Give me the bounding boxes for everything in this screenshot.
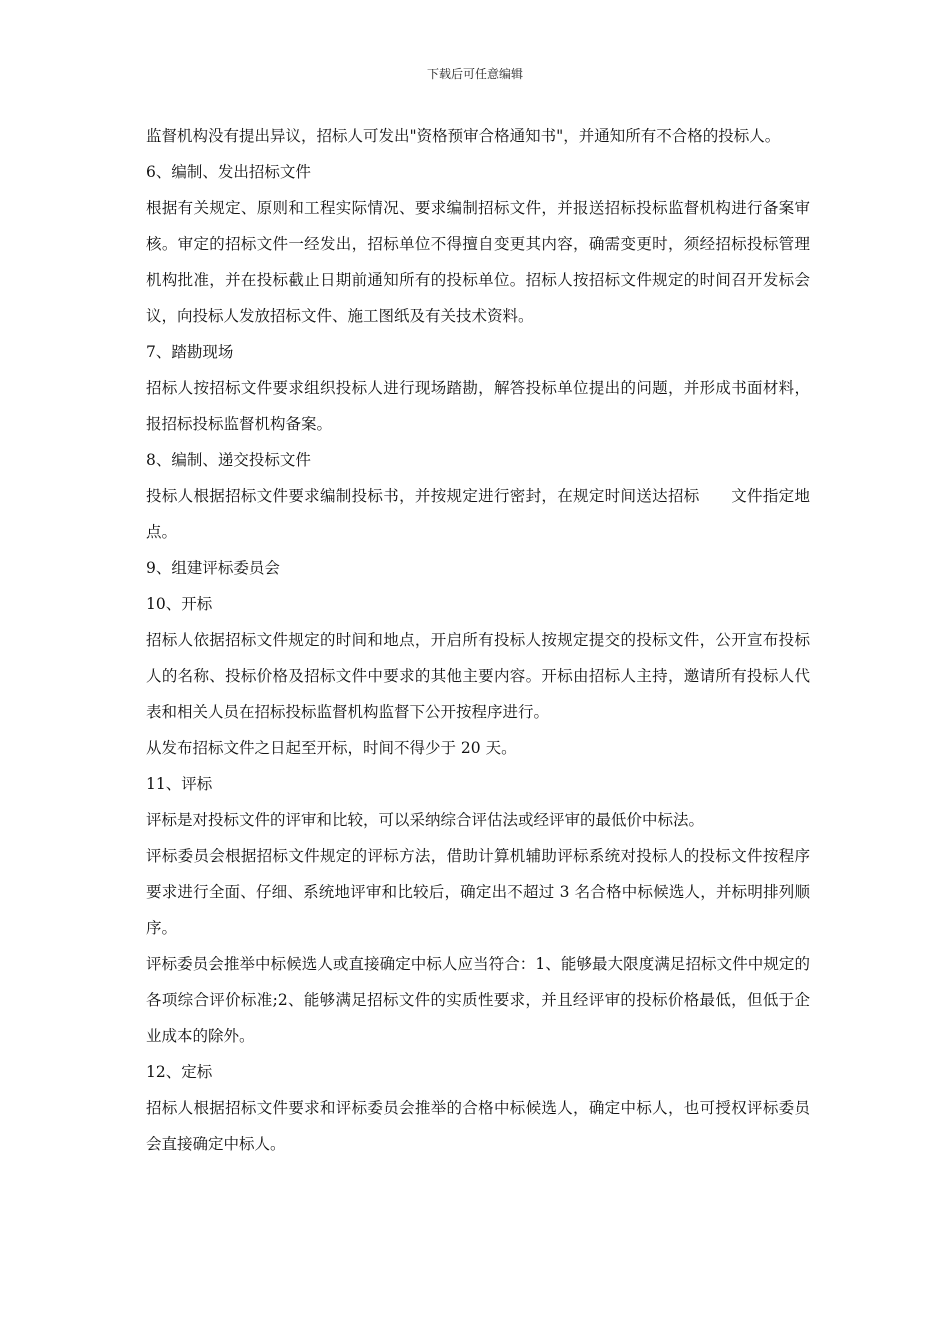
paragraph-evaluation-process: 评标委员会根据招标文件规定的评标方法，借助计算机辅助评标系统对投标人的投标文件按程序要求进行全面、仔细、系统地评审和比较后，确定出不超过 3 名合格中标候选人，并标明排列顺序。 [146, 847, 810, 937]
document-body [146, 118, 810, 1162]
section-heading-6: 6、编制、发出招标文件 [146, 163, 311, 181]
section-heading-12: 12、定标 [146, 1063, 213, 1081]
section-heading-9: 9、组建评标委员会 [146, 559, 280, 577]
section-heading-10: 10、开标 [146, 595, 213, 613]
paragraph-winning-criteria: 评标委员会推举中标候选人或直接确定中标人应当符合：1、能够最大限度满足招标文件中规定的各项综合评价标准;2、能够满足招标文件的实质性要求，并且经评审的投标价格最低，但低于企业成本的除外。 [146, 955, 810, 1045]
section-heading-11: 11、评标 [146, 775, 213, 793]
page-header-note: 下载后可任意编辑 [426, 67, 523, 81]
section-heading-7: 7、踏勘现场 [146, 343, 234, 361]
paragraph-prequal-notice: 监督机构没有提出异议，招标人可发出"资格预审合格通知书"，并通知所有不合格的投标人。 [146, 127, 781, 145]
paragraph-site-visit: 招标人按招标文件要求组织投标人进行现场踏勘，解答投标单位提出的问题，并形成书面材料，报招标投标监督机构备案。 [146, 379, 810, 433]
section-heading-8: 8、编制、递交投标文件 [146, 451, 311, 469]
paragraph-bid-opening: 招标人依据招标文件规定的时间和地点，开启所有投标人按规定提交的投标文件，公开宣布投标人的名称、投标价格及招标文件中要求的其他主要内容。开标由招标人主持，邀请所有投标人代表和相关人员在招标投标监督机构监督下公开按程序进行。 [146, 631, 810, 721]
paragraph-evaluation-method: 评标是对投标文件的评审和比较，可以采纳综合评估法或经评审的最低价中标法。 [146, 811, 705, 829]
paragraph-bid-submission: 投标人根据招标文件要求编制投标书，并按规定进行密封，在规定时间送达招标 文件指定地点。 [146, 487, 810, 541]
paragraph-opening-time: 从发布招标文件之日起至开标，时间不得少于 20 天。 [146, 739, 517, 757]
paragraph-tender-docs: 根据有关规定、原则和工程实际情况、要求编制招标文件，并报送招标投标监督机构进行备案审核。审定的招标文件一经发出，招标单位不得擅自变更其内容，确需变更时，须经招标投标管理机构批准，并在投标截止日期前通知所有的投标单位。招标人按招标文件规定的时间召开发标会议，向投标人发放招标文件、施工图纸及有关技术资料。 [146, 199, 810, 325]
paragraph-award: 招标人根据招标文件要求和评标委员会推举的合格中标候选人，确定中标人，也可授权评标委员会直接确定中标人。 [146, 1099, 810, 1153]
